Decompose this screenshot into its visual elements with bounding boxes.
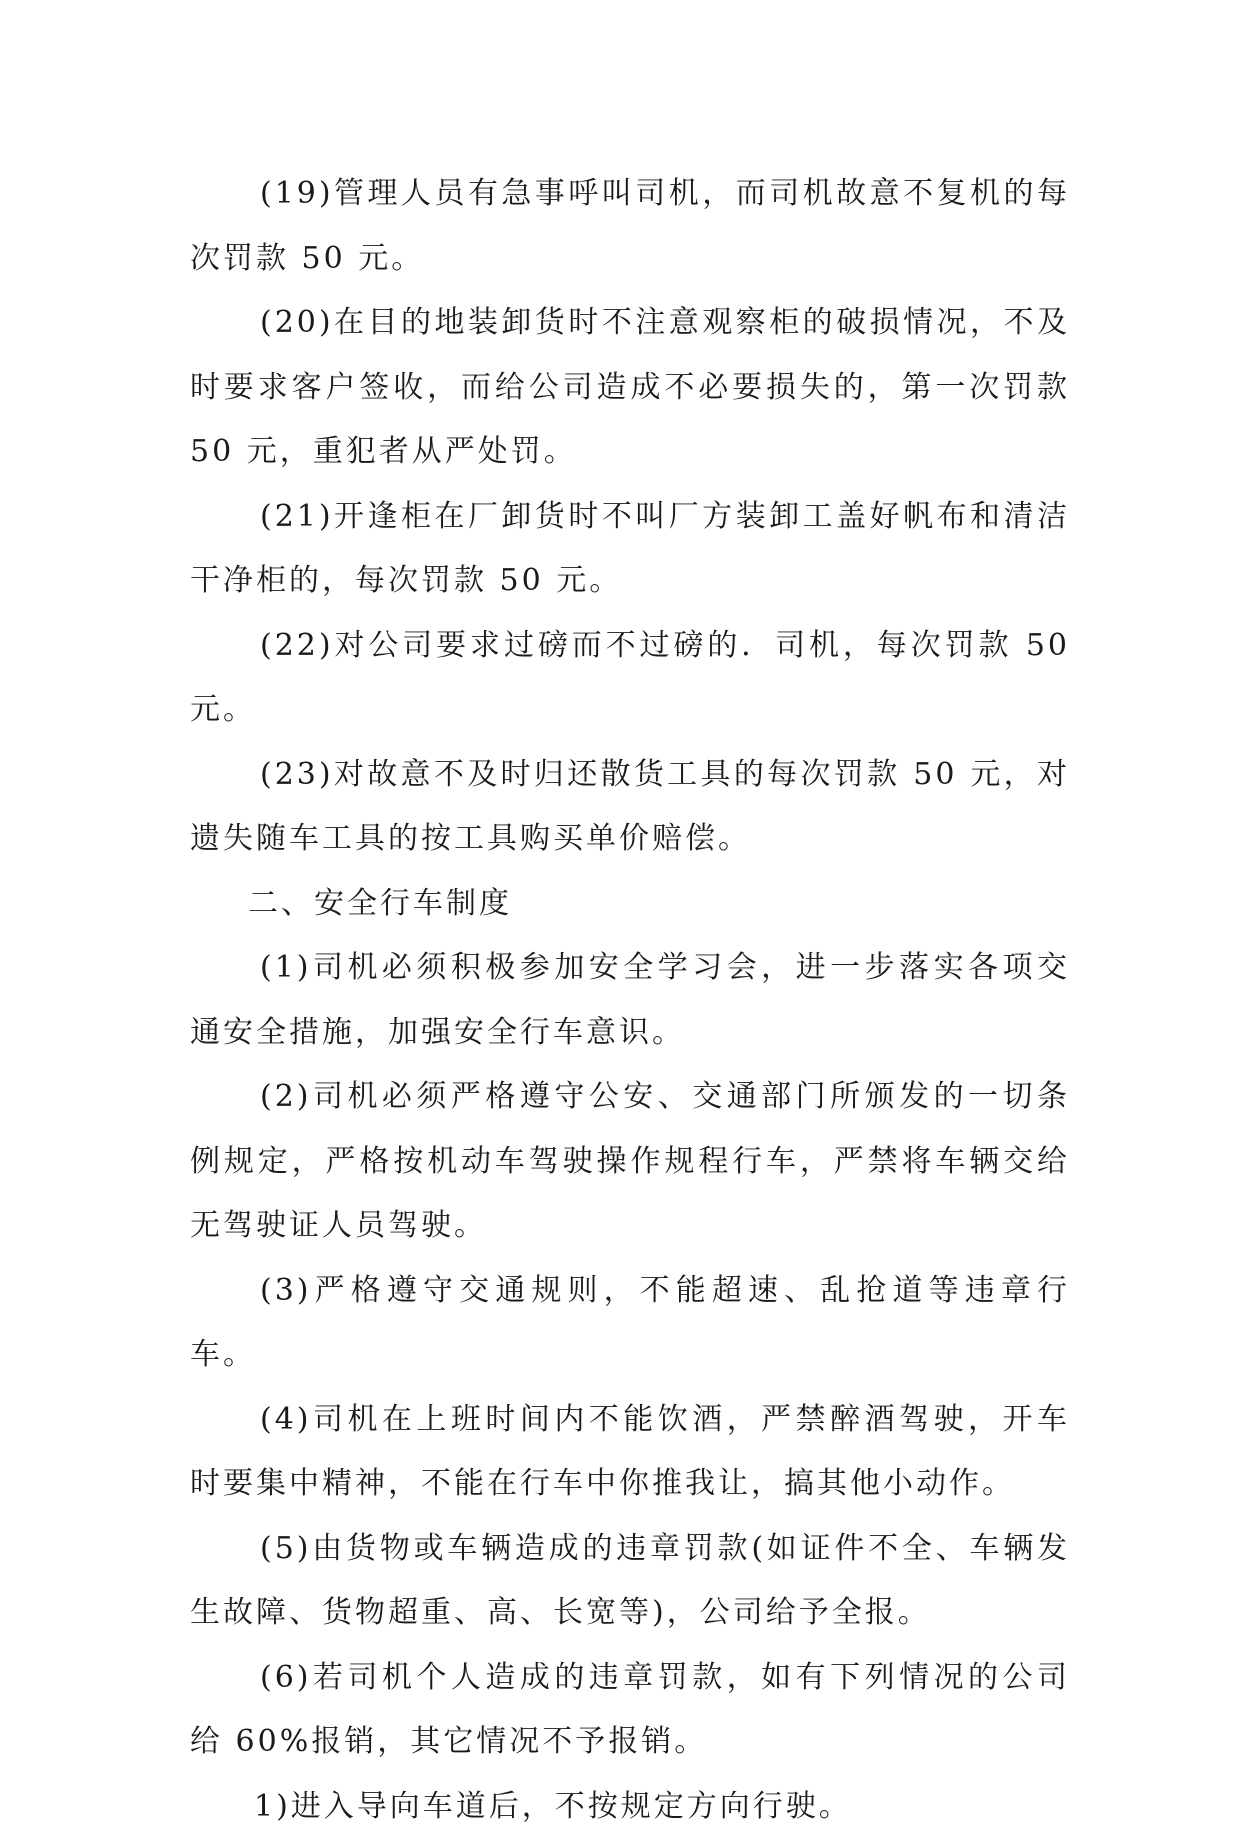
safety-item-1: (1)司机必须积极参加安全学习会，进一步落实各项交通安全措施，加强安全行车意识。 [190,936,1070,1065]
paragraph-21: (21)开逢柜在厂卸货时不叫厂方装卸工盖好帆布和清洁干净柜的，每次罚款 50 元。 [190,485,1070,614]
safety-item-4: (4)司机在上班时间内不能饮酒，严禁醉酒驾驶，开车时要集中精神，不能在行车中你推我让，搞其他小动作。 [190,1388,1070,1517]
paragraph-22: (22)对公司要求过磅而不过磅的．司机，每次罚款 50 元。 [190,614,1070,743]
paragraph-23: (23)对故意不及时归还散货工具的每次罚款 50 元，对遗失随车工具的按工具购买单价赔偿。 [190,743,1070,872]
safety-item-2: (2)司机必须严格遵守公安、交通部门所颁发的一切条例规定，严格按机动车驾驶操作规程行车，严禁将车辆交给无驾驶证人员驾驶。 [190,1065,1070,1259]
section-heading: 二、安全行车制度 [190,872,1070,937]
paragraph-19: (19)管理人员有急事呼叫司机，而司机故意不复机的每次罚款 50 元。 [190,162,1070,291]
safety-item-6: (6)若司机个人造成的违章罚款，如有下列情况的公司给 60%报销，其它情况不予报销。 [190,1646,1070,1775]
safety-item-5: (5)由货物或车辆造成的违章罚款(如证件不全、车辆发生故障、货物超重、高、长宽等)，公司给予全报。 [190,1517,1070,1646]
sub-item-1: 1)进入导向车道后，不按规定方向行驶。 [190,1775,1070,1839]
document-body [190,162,1070,1839]
paragraph-20: (20)在目的地装卸货时不注意观察柜的破损情况，不及时要求客户签收，而给公司造成不必要损失的，第一次罚款 50 元，重犯者从严处罚。 [190,291,1070,485]
safety-item-3: (3)严格遵守交通规则，不能超速、乱抢道等违章行车。 [190,1259,1070,1388]
